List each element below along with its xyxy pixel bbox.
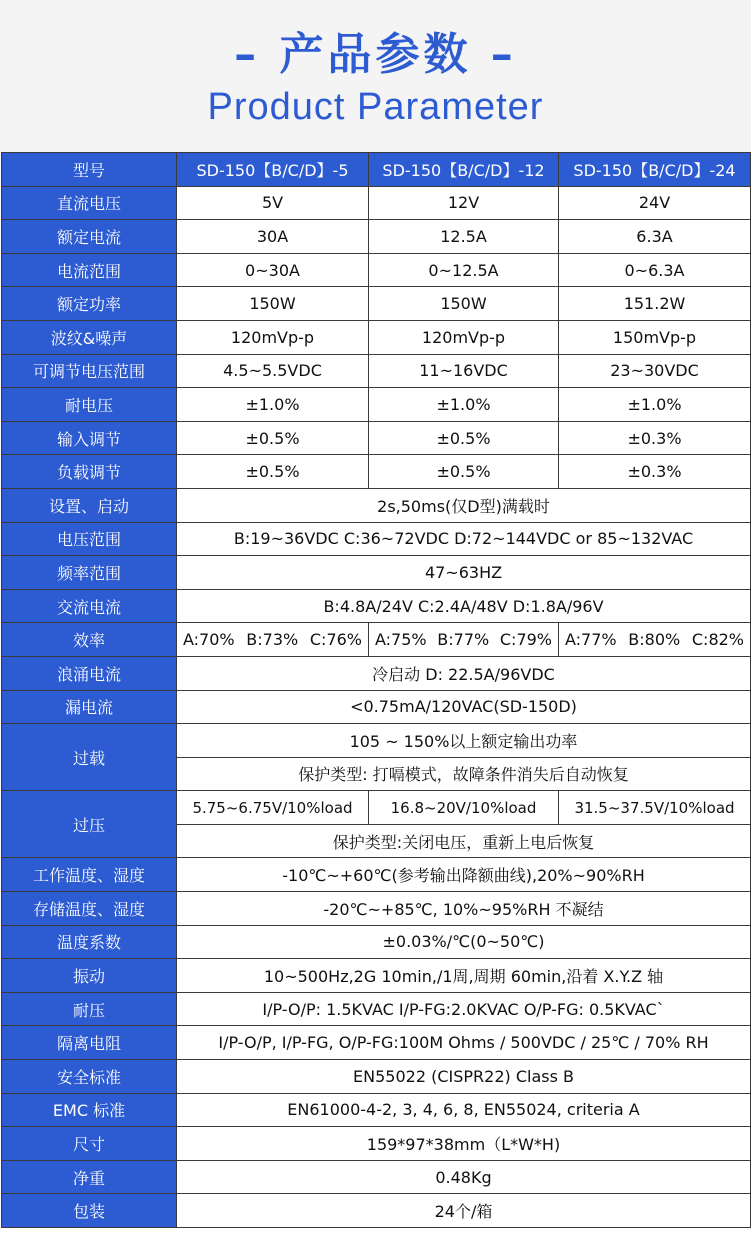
row-label: 电压范围 [2, 522, 177, 556]
table-cell: 0~6.3A [559, 253, 751, 287]
table-cell: B:19~36VDC C:36~72VDC D:72~144VDC or 85~132VAC [177, 522, 751, 556]
row-label: 漏电流 [2, 690, 177, 724]
efficiency-value: C:76% [309, 630, 362, 650]
table-cell: 30A [177, 220, 369, 254]
table-row [2, 1160, 751, 1194]
table-row [2, 421, 751, 455]
table-row-efficiency [2, 623, 751, 657]
row-label: 波纹&噪声 [2, 320, 177, 354]
title-chinese: – 产品参数 – [234, 29, 517, 80]
table-row [2, 354, 751, 388]
efficiency-value: A:70% [183, 630, 235, 650]
row-label: 耐压 [2, 992, 177, 1026]
table-row [2, 992, 751, 1026]
table-row [2, 287, 751, 321]
row-label: 频率范围 [2, 556, 177, 590]
row-label: EMC 标准 [2, 1093, 177, 1127]
table-cell: 2s,50ms(仅D型)满载时 [177, 488, 751, 522]
table-cell: 0.48Kg [177, 1160, 751, 1194]
efficiency-cell [559, 623, 751, 657]
table-row [2, 186, 751, 220]
table-row-model [2, 153, 751, 187]
table-cell: ±0.5% [369, 421, 559, 455]
row-label: 耐电压 [2, 388, 177, 422]
table-row [2, 656, 751, 690]
table-cell: 151.2W [559, 287, 751, 321]
table-cell: B:4.8A/24V C:2.4A/48V D:1.8A/96V [177, 589, 751, 623]
row-label: 设置、启动 [2, 488, 177, 522]
row-label: 振动 [2, 959, 177, 993]
table-cell: EN61000-4-2, 3, 4, 6, 8, EN55024, criteria A [177, 1093, 751, 1127]
table-row [2, 690, 751, 724]
table-row [2, 1093, 751, 1127]
table-cell: 冷启动 D: 22.5A/96VDC [177, 656, 751, 690]
row-label: 可调节电压范围 [2, 354, 177, 388]
row-label: 直流电压 [2, 186, 177, 220]
model-12v: SD-150【B/C/D】-12 [369, 153, 559, 187]
efficiency-value: B:73% [246, 630, 299, 650]
row-label: 输入调节 [2, 421, 177, 455]
table-row [2, 220, 751, 254]
row-label: 温度系数 [2, 925, 177, 959]
table-cell: 11~16VDC [369, 354, 559, 388]
efficiency-value: A:75% [375, 630, 427, 650]
table-row [2, 959, 751, 993]
row-label: 隔离电阻 [2, 1026, 177, 1060]
table-cell: 5V [177, 186, 369, 220]
table-cell: ±0.5% [177, 455, 369, 489]
row-label: 电流范围 [2, 253, 177, 287]
row-label: 交流电流 [2, 589, 177, 623]
table-cell: ±1.0% [559, 388, 751, 422]
table-row [2, 1060, 751, 1094]
table-cell: 6.3A [559, 220, 751, 254]
table-cell: 150W [369, 287, 559, 321]
table-cell: I/P-O/P, I/P-FG, O/P-FG:100M Ohms / 500VDC / 25℃ / 70% RH [177, 1026, 751, 1060]
table-row [2, 488, 751, 522]
table-cell: ±0.03%/℃(0~50℃) [177, 925, 751, 959]
table-row [2, 1026, 751, 1060]
row-label: 尺寸 [2, 1127, 177, 1161]
table-cell: 150mVp-p [559, 320, 751, 354]
table-cell: ±0.3% [559, 421, 751, 455]
table-cell: <0.75mA/120VAC(SD-150D) [177, 690, 751, 724]
table-row [2, 556, 751, 590]
efficiency-value: C:82% [691, 630, 744, 650]
table-row-overvoltage [2, 791, 751, 825]
efficiency-cell [177, 623, 369, 657]
row-label-model: 型号 [2, 153, 177, 187]
table-cell: 24个/箱 [177, 1194, 751, 1228]
table-cell: 0~30A [177, 253, 369, 287]
table-cell: I/P-O/P: 1.5KVAC I/P-FG:2.0KVAC O/P-FG: 0.5KVAC` [177, 992, 751, 1026]
table-row [2, 455, 751, 489]
table-cell: 12.5A [369, 220, 559, 254]
table-row [2, 892, 751, 926]
table-cell: 105 ~ 150%以上额定输出功率 [177, 724, 751, 758]
efficiency-value: C:79% [499, 630, 552, 650]
table-cell: 10~500Hz,2G 10min,/1周,周期 60min,沿着 X.Y.Z 轴 [177, 959, 751, 993]
table-row [2, 925, 751, 959]
product-parameter-table [1, 152, 751, 1228]
table-row [2, 1194, 751, 1228]
table-cell: -20℃~+85℃, 10%~95%RH 不凝结 [177, 892, 751, 926]
table-cell: ±1.0% [369, 388, 559, 422]
row-label: 过载 [2, 724, 177, 791]
table-cell: 保护类型: 打嗝模式，故障条件消失后自动恢复 [177, 757, 751, 791]
row-label: 净重 [2, 1160, 177, 1194]
row-label: 工作温度、湿度 [2, 858, 177, 892]
table-cell: -10℃~+60℃(参考输出降额曲线),20%~90%RH [177, 858, 751, 892]
table-row [2, 522, 751, 556]
table-cell: 24V [559, 186, 751, 220]
row-label: 浪涌电流 [2, 656, 177, 690]
table-cell: 23~30VDC [559, 354, 751, 388]
row-label: 安全标准 [2, 1060, 177, 1094]
table-row [2, 858, 751, 892]
table-cell: ±0.3% [559, 455, 751, 489]
table-cell: 4.5~5.5VDC [177, 354, 369, 388]
table-cell: 120mVp-p [369, 320, 559, 354]
row-label: 过压 [2, 791, 177, 858]
model-5v: SD-150【B/C/D】-5 [177, 153, 369, 187]
table-cell: 16.8~20V/10%load [369, 791, 559, 825]
efficiency-cell [369, 623, 559, 657]
efficiency-value: B:77% [437, 630, 490, 650]
table-cell: 159*97*38mm（L*W*H) [177, 1127, 751, 1161]
table-cell: ±1.0% [177, 388, 369, 422]
table-cell: 120mVp-p [177, 320, 369, 354]
table-cell: ±0.5% [177, 421, 369, 455]
row-label: 负载调节 [2, 455, 177, 489]
table-cell: 5.75~6.75V/10%load [177, 791, 369, 825]
table-row [2, 1127, 751, 1161]
table-row [2, 253, 751, 287]
table-cell: 31.5~37.5V/10%load [559, 791, 751, 825]
table-cell: 47~63HZ [177, 556, 751, 590]
table-row-overload [2, 724, 751, 758]
row-label: 存储温度、湿度 [2, 892, 177, 926]
row-label: 额定功率 [2, 287, 177, 321]
table-cell: ±0.5% [369, 455, 559, 489]
row-label: 包装 [2, 1194, 177, 1228]
table-row [2, 388, 751, 422]
table-cell: 0~12.5A [369, 253, 559, 287]
efficiency-value: A:77% [565, 630, 617, 650]
page-header [0, 0, 751, 152]
table-row [2, 589, 751, 623]
title-english: Product Parameter [207, 86, 544, 128]
table-cell: 150W [177, 287, 369, 321]
row-label: 效率 [2, 623, 177, 657]
table-cell: EN55022 (CISPR22) Class B [177, 1060, 751, 1094]
efficiency-value: B:80% [628, 630, 681, 650]
table-row [2, 320, 751, 354]
row-label: 额定电流 [2, 220, 177, 254]
model-24v: SD-150【B/C/D】-24 [559, 153, 751, 187]
table-cell: 12V [369, 186, 559, 220]
table-cell: 保护类型:关闭电压，重新上电后恢复 [177, 824, 751, 858]
